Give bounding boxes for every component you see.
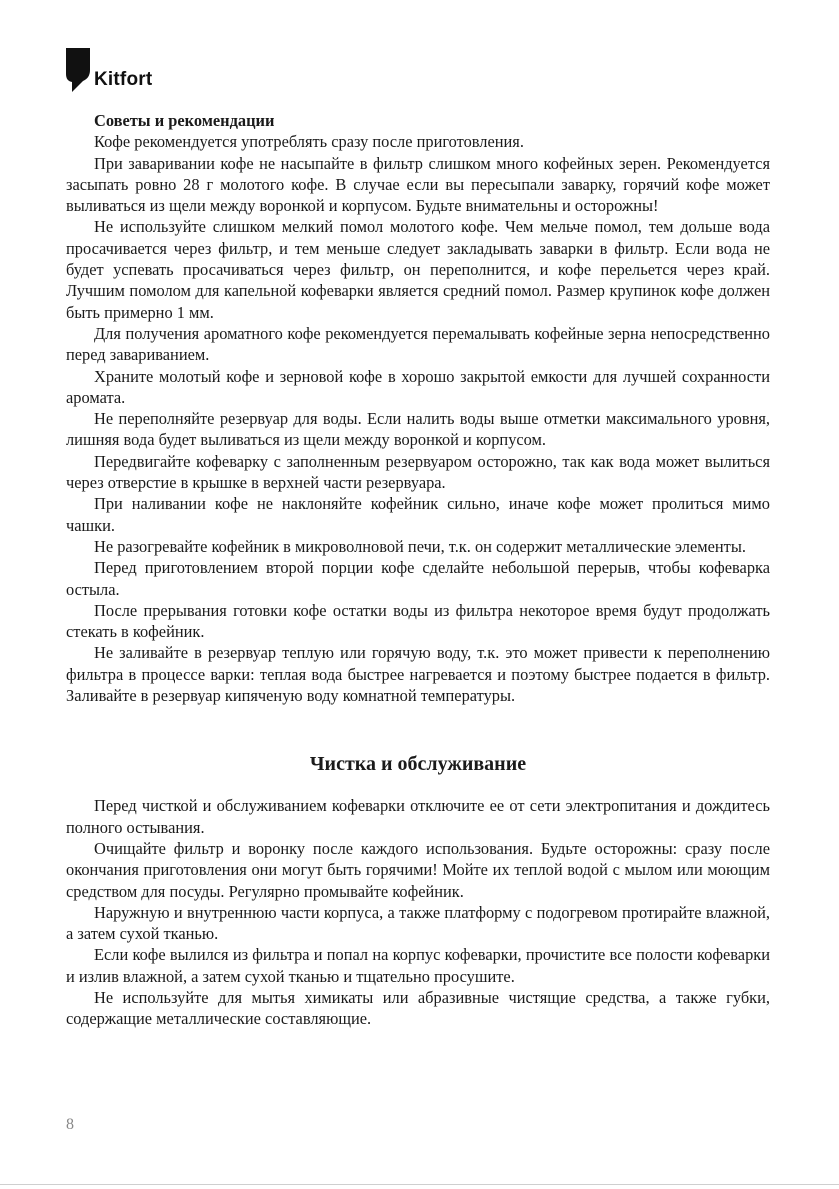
tips-paragraph: Храните молотый кофе и зерновой кофе в хорошо закрытой емкости для лучшей сохранности аромата. <box>66 366 770 407</box>
page-number: 8 <box>66 1116 74 1133</box>
tips-paragraph: Не разогревайте кофейник в микроволновой печи, т.к. он содержит металлические элементы. <box>94 536 746 556</box>
tips-heading: Советы и рекомендации <box>94 111 275 130</box>
tips-section <box>66 131 770 706</box>
tips-paragraph: Кофе рекомендуется употреблять сразу после приготовления. <box>94 132 524 152</box>
page-content <box>66 110 770 1030</box>
tips-paragraph: Перед приготовлением второй порции кофе сделайте небольшой перерыв, чтобы кофеварка остыла. <box>66 558 770 599</box>
cleaning-paragraph: Если кофе вылился из фильтра и попал на корпус кофеварки, прочистите все полости кофеварки и излив влажной, а затем сухой тканью и тщательно просушите. <box>66 945 770 986</box>
cleaning-section <box>66 795 770 1029</box>
page-bottom-divider <box>0 1184 839 1185</box>
brand-name: Kitfort <box>94 69 153 90</box>
tips-paragraph: После прерывания готовки кофе остатки воды из фильтра некоторое время будут продолжать стекать в кофейник. <box>66 600 770 642</box>
tips-paragraph: При заваривании кофе не насыпайте в фильтр слишком много кофейных зерен. Рекомендуется засыпать ровно 28 г молотого кофе. В случае если вы пересыпали заварку, горячий кофе может выливаться из щели между воронкой и корпусом. Будьте внимательны и осторожны! <box>66 153 770 216</box>
tips-paragraph: Не используйте слишком мелкий помол молотого кофе. Чем мельче помол, тем дольше вода просачивается через фильтр, и тем меньше следует закладывать заварки в фильтр. Если вода не будет успевать просачиваться через фильтр, он переполнится, и кофе перельется через край. Лучшим помолом для капельной кофеварки является средний помол. Размер крупинок кофе должен быть примерно 1 мм. <box>66 217 770 322</box>
cleaning-heading: Чистка и обслуживание <box>309 753 527 776</box>
cleaning-paragraph: Наружную и внутреннюю части корпуса, а также платформу с подогревом протирайте влажной, а затем сухой тканью. <box>66 902 770 944</box>
tips-paragraph: При наливании кофе не наклоняйте кофейник сильно, иначе кофе может пролиться мимо чашки. <box>66 494 770 535</box>
tips-paragraph: Передвигайте кофеварку с заполненным резервуаром осторожно, так как вода может вылиться через отверстие в крышке в верхней части резервуара. <box>66 451 770 493</box>
cleaning-paragraph: Перед чисткой и обслуживанием кофеварки отключите ее от сети электропитания и дождитесь полного остывания. <box>66 796 770 837</box>
brand-logo <box>66 48 152 92</box>
kitfort-logo-icon <box>66 48 92 92</box>
tips-paragraph: Не переполняйте резервуар для воды. Если налить воды выше отметки максимального уровня, лишняя вода будет выливаться из щели между воронкой и корпусом. <box>66 409 770 450</box>
cleaning-paragraph: Не используйте для мытья химикаты или абразивные чистящие средства, а также губки, содержащие металлические составляющие. <box>66 987 770 1029</box>
cleaning-paragraph: Очищайте фильтр и воронку после каждого использования. Будьте осторожны: сразу после окончания приготовления они могут быть горячими! Мойте их теплой водой с мылом или моющим средством для посуды. Регулярно промывайте кофейник. <box>66 838 770 901</box>
tips-paragraph: Для получения ароматного кофе рекомендуется перемалывать кофейные зерна непосредственно перед завариванием. <box>66 323 770 365</box>
tips-paragraph: Не заливайте в резервуар теплую или горячую воду, т.к. это может привести к переполнению фильтра в процессе варки: теплая вода быстрее нагревается и поэтому быстрее подается в фильтр. Заливайте в резервуар кипяченую воду комнатной температуры. <box>66 643 770 706</box>
